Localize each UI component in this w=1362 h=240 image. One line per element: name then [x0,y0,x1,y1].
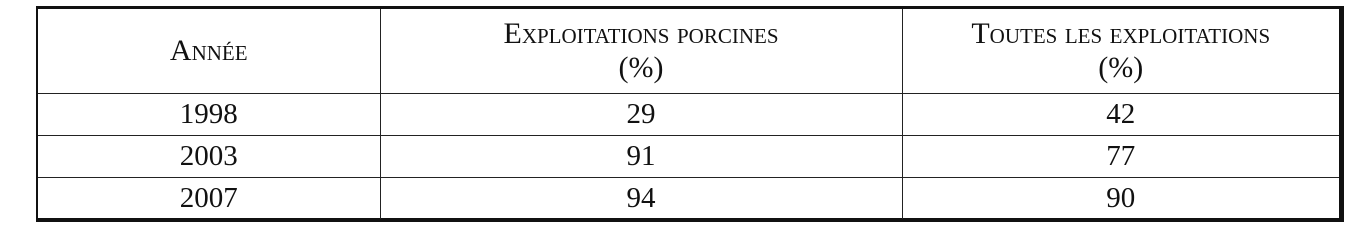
table-cell-year: 2007 [179,182,238,214]
column-header-year-label: Année [169,34,248,67]
table-row [38,178,1339,220]
table-cell-all-farms: 90 [902,178,1339,220]
data-table [38,9,1339,219]
column-header-pig-farms-unit: (%) [618,51,664,84]
table-row [38,94,1339,136]
table-header-row [38,9,1339,94]
table-cell-year: 2003 [38,136,380,178]
column-header-year [38,9,380,94]
table-cell-pig-farms: 94 [380,178,902,220]
data-table-frame [36,6,1344,222]
column-header-pig-farms-label: Exploitations porcines [503,17,779,50]
column-header-all-farms-label: Toutes les exploitations [971,17,1271,50]
table-cell-all-farms: 42 [902,94,1339,136]
table-row [38,136,1339,178]
table-cell-year: 1998 [38,94,380,136]
column-header-all-farms [902,9,1339,94]
table-cell-pig-farms: 91 [380,136,902,178]
column-header-all-farms-unit: (%) [1098,51,1144,84]
table-cell-pig-farms: 29 [380,94,902,136]
table-cell-all-farms: 77 [902,136,1339,178]
column-header-pig-farms [380,9,902,94]
